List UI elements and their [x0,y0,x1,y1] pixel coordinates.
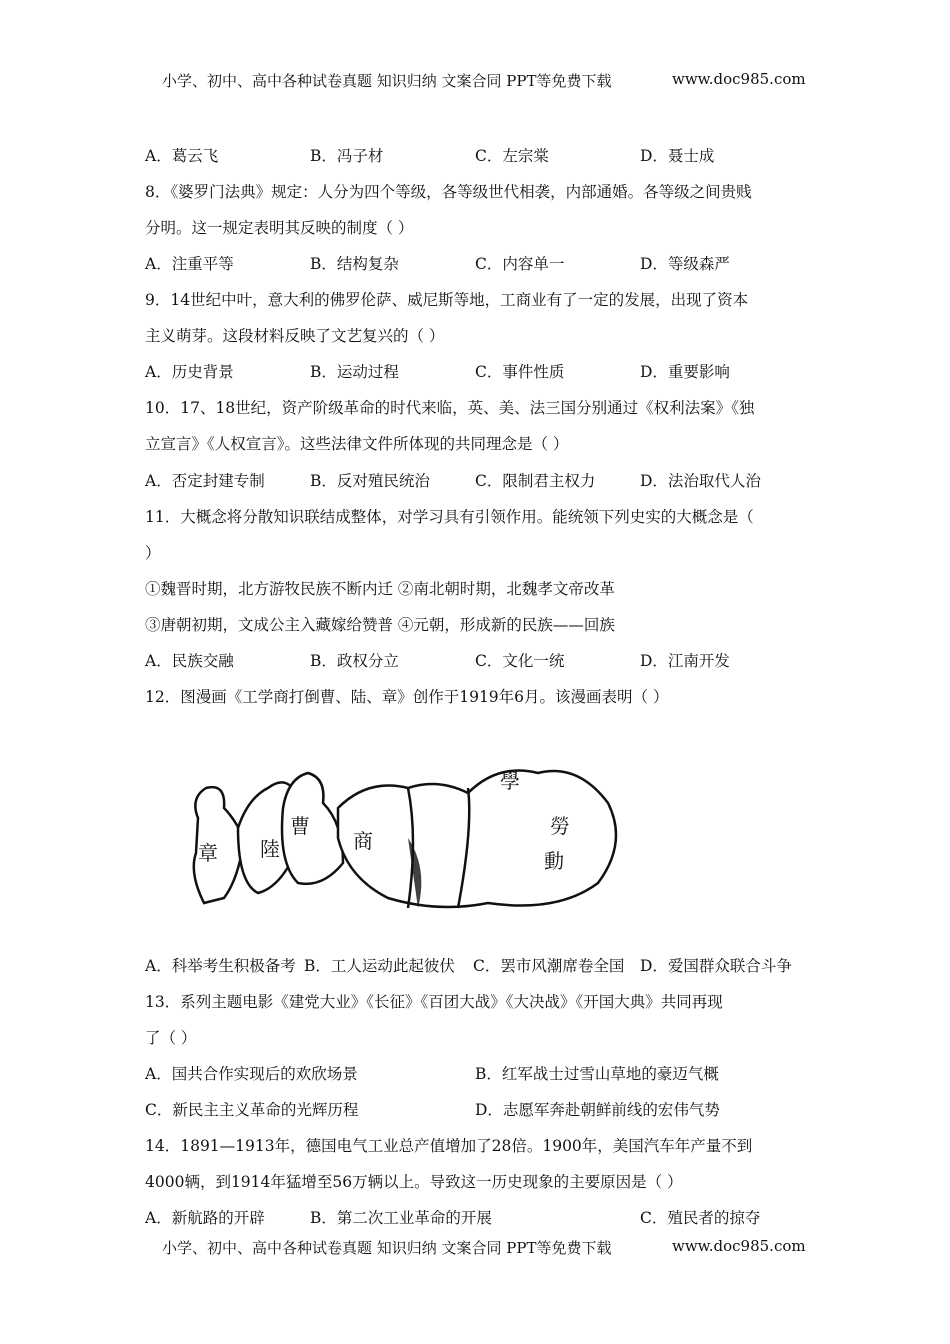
option-a: A．注重平等 [145,255,234,273]
option-d: D．等级森严 [640,255,730,273]
fact-list: ①魏晋时期，北方游牧民族不断内迁 ②南北朝时期，北魏孝文帝改革 [145,580,615,598]
option-d: D．聂士成 [640,147,715,165]
question-text: 9．14世纪中叶，意大利的佛罗伦萨、威尼斯等地，工商业有了一定的发展，出现了资本 [145,291,749,309]
option-a: A．葛云飞 [145,147,219,165]
option-c: C．殖民者的掠夺 [640,1209,761,1227]
label-cao: 曹 [290,814,310,838]
option-c: C．内容单一 [475,255,565,273]
label-shang: 商 [353,829,373,853]
option-c: C．文化一统 [475,652,565,670]
page-footer [162,1237,806,1258]
option-b: B．结构复杂 [310,255,399,273]
option-b: B．红军战士过雪山草地的豪迈气概 [475,1065,719,1083]
label-xue: 學 [500,769,520,793]
label-zhang: 章 [198,841,218,865]
option-a: A．民族交融 [145,652,234,670]
header-url[interactable]: www.doc985.com [672,70,806,88]
fist-merchant [338,771,616,908]
question-text: 分明。这一规定表明其反映的制度（ ） [145,219,414,237]
option-c: C．新民主主义革命的光辉历程 [145,1101,359,1119]
option-b: B．工人运动此起彼伏 [304,957,455,975]
question-text: 11．大概念将分散知识联结成整体，对学习具有引领作用。能统领下列史实的大概念是（ [145,508,754,526]
option-b: B．冯子材 [310,147,384,165]
option-b: B．政权分立 [310,652,399,670]
question-text: 10．17、18世纪，资产阶级革命的时代来临，英、美、法三国分别通过《权利法案》《独 [145,399,755,417]
option-c: C．限制君主权力 [475,472,596,490]
option-a: A．科举考生积极备考 [145,957,296,975]
option-a: A．国共合作实现后的欢欣场景 [145,1065,358,1083]
option-b: B．第二次工业革命的开展 [310,1209,492,1227]
question-text: 13．系列主题电影《建党大业》《长征》《百团大战》《大决战》《开国大典》共同再现 [145,993,723,1011]
option-d: D．志愿军奔赴朝鲜前线的宏伟气势 [475,1101,720,1119]
option-c: C．左宗棠 [475,147,549,165]
question-text: 12．图漫画《工学商打倒曹、陆、章》创作于1919年6月。该漫画表明（ ） [145,688,669,706]
label-dong: 動 [544,849,564,873]
option-c: C．罢市风潮席卷全国 [473,957,625,975]
page-header [162,70,806,91]
option-c: C．事件性质 [475,363,565,381]
option-d: D．法治取代人治 [640,472,761,490]
option-a: A．新航路的开辟 [145,1209,265,1227]
option-b: B．反对殖民统治 [310,472,430,490]
fact-list: ③唐朝初期，文成公主入藏嫁给赞普 ④元朝，形成新的民族——回族 [145,616,615,634]
cartoon-image [178,748,628,920]
question-text: 主义萌芽。这段材料反映了文艺复兴的（ ） [145,327,445,345]
option-b: B．运动过程 [310,363,399,381]
option-d: D．重要影响 [640,363,730,381]
question-text: 8．《婆罗门法典》规定：人分为四个等级，各等级世代相袭，内部通婚。各等级之间贵贱 [145,183,752,201]
header-text: 小学、初中、高中各种试卷真题 知识归纳 文案合同 PPT等免费下载 [162,72,612,90]
label-lao: 勞 [550,814,570,838]
option-a: A．历史背景 [145,363,234,381]
question-text: ） [145,544,161,562]
question-text: 立宣言》《人权宣言》。这些法律文件所体现的共同理念是（ ） [145,435,569,453]
footer-text: 小学、初中、高中各种试卷真题 知识归纳 文案合同 PPT等免费下载 [162,1239,612,1257]
question-text: 了（ ） [145,1029,197,1047]
label-lu: 陸 [260,837,280,861]
option-a: A．否定封建专制 [145,472,265,490]
option-d: D．爱国群众联合斗争 [640,957,792,975]
footer-url[interactable]: www.doc985.com [672,1237,806,1255]
option-d: D．江南开发 [640,652,730,670]
question-text: 4000辆，到1914年猛增至56万辆以上。导致这一历史现象的主要原因是（ ） [145,1173,683,1191]
question-text: 14．1891—1913年，德国电气工业总产值增加了28倍。1900年，美国汽车年产量不到 [145,1137,753,1155]
